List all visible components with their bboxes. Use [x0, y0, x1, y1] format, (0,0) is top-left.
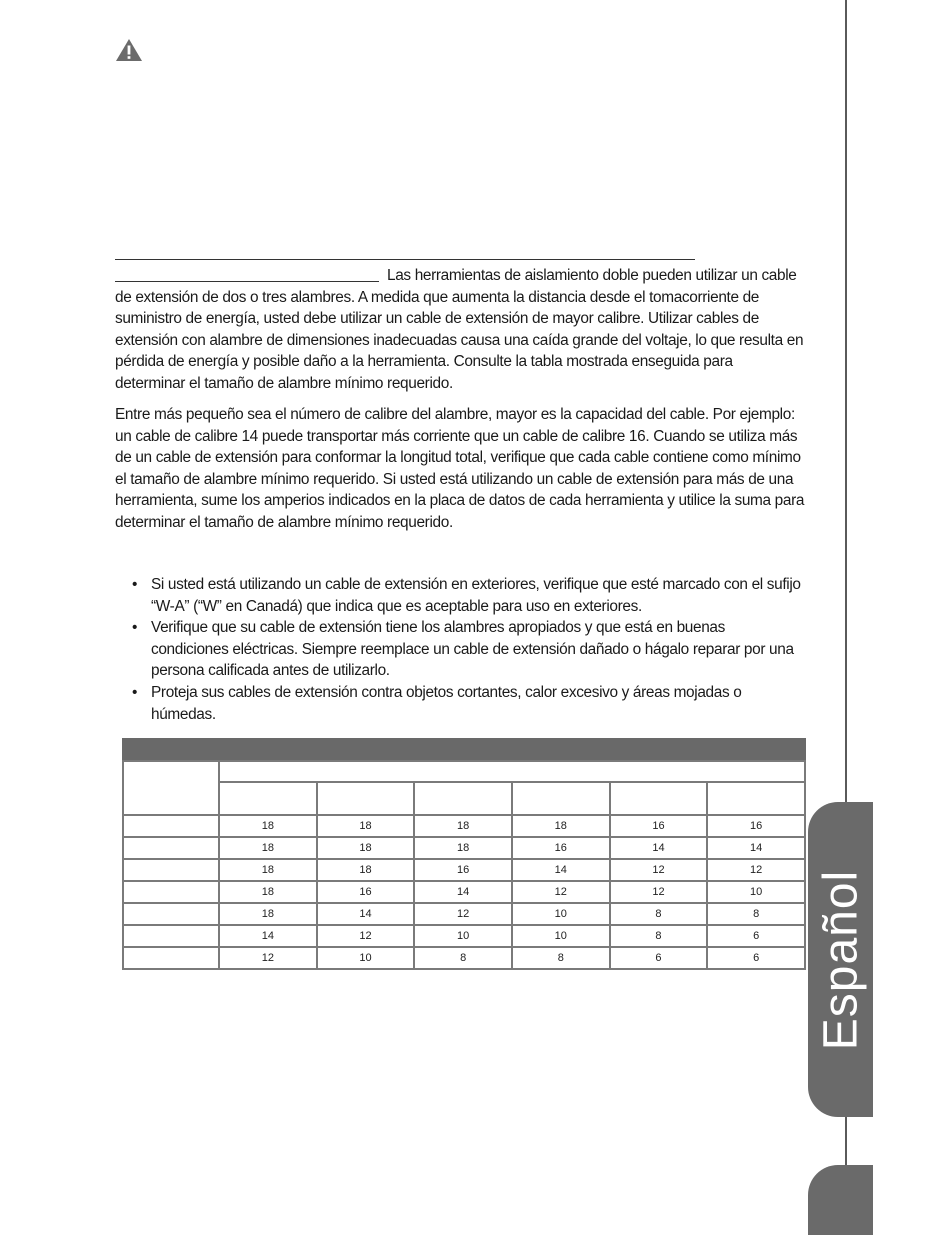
gauge-cell: 10 [512, 903, 610, 925]
gauge-cell: 18 [317, 859, 415, 881]
gauge-cell: 18 [512, 815, 610, 837]
table-row [123, 837, 805, 859]
gauge-cell: 16 [414, 859, 512, 881]
gauge-cell: 10 [317, 947, 415, 969]
bullet-text: Si usted está utilizando un cable de extensión en exteriores, verifique que esté marcado con el sufijo “W-A” (“W” en Canadá) que indica que es aceptable para uso en exteriores. [151, 576, 801, 615]
bullet-text: Verifique que su cable de extensión tiene los alambres apropiados y que está en buenas condiciones eléctricas. Siempre reemplace un cable de extensión dañado o hágalo reparar por una persona calificada antes de utilizarlo. [151, 619, 794, 680]
gauge-cell: 8 [610, 903, 708, 925]
gauge-cell: 6 [707, 947, 805, 969]
bullet-dot: • [132, 576, 138, 593]
wire-gauge-table [122, 738, 806, 970]
language-side-tab [808, 802, 873, 1117]
gauge-cell: 14 [219, 925, 317, 947]
table-row [123, 903, 805, 925]
cord-length-header-cell [219, 761, 805, 782]
table-row [123, 859, 805, 881]
gauge-cell: 10 [414, 925, 512, 947]
gauge-cell: 12 [219, 947, 317, 969]
gauge-cell: 14 [317, 903, 415, 925]
table-header-bar [122, 738, 806, 760]
length-header-cell [219, 782, 317, 815]
gauge-cell: 16 [317, 881, 415, 903]
table-row [123, 881, 805, 903]
amperage-cell [123, 815, 219, 837]
gauge-cell: 12 [414, 903, 512, 925]
safety-bullet-list [115, 574, 805, 725]
gauge-cell: 12 [610, 859, 708, 881]
amperage-cell [123, 859, 219, 881]
gauge-cell: 10 [707, 881, 805, 903]
bullet-text: Proteja sus cables de extensión contra objetos cortantes, calor excesivo y áreas mojadas o húmedas. [151, 683, 742, 723]
amperage-cell [123, 903, 219, 925]
wire-gauge-paragraph: Entre más pequeño sea el número de calibre del alambre, mayor es la capacidad del cable. Por ejemplo: un cable de calibre 14 puede transportar más corriente que un cable de calibre 16. Cuando se utiliza más de un cable de extensión para conformar la longitud total, verifique que cada cable contiene como mínimo el tamaño de alambre mínimo requerido. Si usted está utilizando un cable de extensión para más de una herramienta, sume los amperios indicados en la placa de datos de cada herramienta y utilice la suma para determinar el tamaño de alambre mínimo requerido. [115, 406, 805, 531]
language-tab-label: Español [814, 869, 867, 1050]
amperage-cell [123, 837, 219, 859]
wire-gauge-grid [122, 760, 806, 970]
table-row [123, 947, 805, 969]
amperage-cell [123, 925, 219, 947]
table-row [123, 815, 805, 837]
length-header-cell [317, 782, 415, 815]
gauge-cell: 16 [610, 815, 708, 837]
gauge-cell: 18 [219, 859, 317, 881]
gauge-cell: 6 [707, 925, 805, 947]
length-header-cell [414, 782, 512, 815]
gauge-cell: 18 [414, 815, 512, 837]
extension-cord-paragraph: Las herramientas de aislamiento doble pueden utilizar un cable de extensión de dos o tres alambres. A medida que aumenta la distancia desde el tomacorriente de suministro de energía, usted debe utilizar un cable de extensión de mayor calibre. Utilizar cables de extensión con alambre de dimensiones inadecuadas causa una caída grande del voltaje, lo que resulta en pérdida de energía y posible daño a la herramienta. Consulte la tabla mostrada enseguida para determinar el tamaño de alambre mínimo requerido. [115, 267, 804, 392]
gauge-cell: 16 [707, 815, 805, 837]
gauge-cell: 18 [414, 837, 512, 859]
length-header-cell [610, 782, 708, 815]
gauge-cell: 8 [512, 947, 610, 969]
amperage-cell [123, 947, 219, 969]
gauge-cell: 16 [512, 837, 610, 859]
gauge-cell: 18 [317, 837, 415, 859]
gauge-cell: 8 [414, 947, 512, 969]
bottom-side-tab [808, 1165, 873, 1235]
gauge-cell: 12 [707, 859, 805, 881]
gauge-cell: 10 [512, 925, 610, 947]
gauge-cell: 12 [610, 881, 708, 903]
amperage-header-cell [123, 761, 219, 815]
bullet-dot: • [132, 683, 138, 701]
gauge-cell: 14 [610, 837, 708, 859]
bullet-dot: • [132, 619, 138, 637]
gauge-cell: 6 [610, 947, 708, 969]
table-row [123, 925, 805, 947]
gauge-cell: 18 [219, 903, 317, 925]
gauge-cell: 8 [707, 903, 805, 925]
gauge-cell: 14 [707, 837, 805, 859]
gauge-cell: 18 [317, 815, 415, 837]
length-header-cell [707, 782, 805, 815]
gauge-cell: 18 [219, 881, 317, 903]
gauge-cell: 8 [610, 925, 708, 947]
bullet-item [115, 682, 805, 725]
gauge-cell: 14 [512, 859, 610, 881]
gauge-cell: 18 [219, 837, 317, 859]
warning-triangle-icon [115, 38, 143, 62]
amperage-cell [123, 881, 219, 903]
gauge-cell: 12 [317, 925, 415, 947]
gauge-cell: 12 [512, 881, 610, 903]
bullet-item [115, 617, 805, 682]
gauge-cell: 14 [414, 881, 512, 903]
gauge-cell: 18 [219, 815, 317, 837]
length-header-cell [512, 782, 610, 815]
bullet-item [115, 574, 805, 617]
heading-rule-upper [115, 259, 695, 260]
